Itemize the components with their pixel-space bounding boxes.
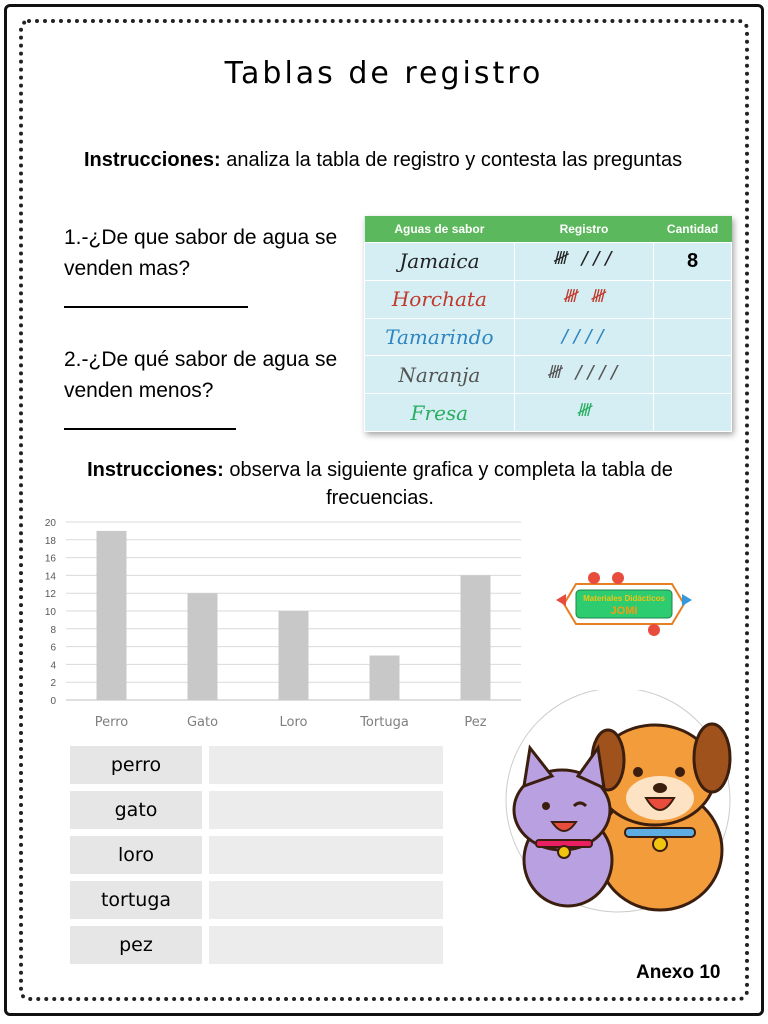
- logo-line2: JOMI: [610, 605, 638, 617]
- record-tally: 𝍸 ////: [514, 356, 653, 394]
- instructions-1: [84, 146, 684, 174]
- record-row: [365, 356, 732, 394]
- record-tally: 𝍸 ///: [514, 243, 653, 281]
- y-tick-label: 14: [44, 571, 56, 583]
- record-row: [365, 394, 732, 432]
- x-tick-label: Gato: [186, 715, 219, 730]
- y-tick-label: 0: [50, 696, 56, 707]
- y-tick-label: 8: [50, 624, 56, 636]
- bar-gato: [188, 593, 218, 700]
- y-tick-label: 2: [50, 678, 56, 690]
- bar-loro: [279, 611, 309, 700]
- y-tick-label: 12: [44, 589, 56, 601]
- frequency-label: tortuga: [70, 881, 202, 919]
- frequency-label: gato: [70, 791, 202, 829]
- y-tick-label: 18: [44, 535, 56, 547]
- record-tally: 𝍸: [514, 394, 653, 432]
- instructions-1-text: analiza la tabla de registro y contesta las preguntas: [220, 149, 683, 171]
- record-flavor: Naranja: [365, 356, 515, 394]
- record-table: [364, 216, 732, 432]
- y-tick-label: 6: [50, 642, 56, 654]
- record-flavor: Jamaica: [365, 243, 515, 281]
- x-tick-label: Perro: [94, 715, 129, 730]
- question-1: [64, 222, 354, 317]
- question-2: [64, 344, 354, 439]
- y-tick-label: 4: [50, 660, 56, 672]
- record-qty[interactable]: [654, 280, 732, 318]
- instructions-2-label: Instrucciones:: [87, 459, 224, 481]
- logo-line1: Materiales Didácticos: [583, 594, 665, 603]
- instructions-1-label: Instrucciones:: [84, 149, 221, 171]
- frequency-label: perro: [70, 746, 202, 784]
- y-tick-label: 20: [44, 518, 56, 529]
- record-tally: ////: [514, 318, 653, 356]
- y-tick-label: 16: [44, 553, 56, 565]
- header-qty: Cantidad: [654, 216, 732, 243]
- frequency-value-cell[interactable]: [209, 836, 443, 874]
- record-qty[interactable]: [654, 356, 732, 394]
- instructions-2: [60, 456, 700, 512]
- frequency-value-cell[interactable]: [209, 926, 443, 964]
- record-qty[interactable]: [654, 318, 732, 356]
- record-row: [365, 280, 732, 318]
- page-title: Tablas de registro: [224, 56, 544, 91]
- cat-dog-illustration: [500, 690, 740, 920]
- header-flavor: Aguas de sabor: [365, 216, 515, 243]
- x-tick-label: Loro: [279, 715, 308, 730]
- x-tick-label: Tortuga: [360, 715, 409, 730]
- header-tally: Registro: [514, 216, 653, 243]
- bar-chart: [34, 512, 524, 736]
- y-tick-label: 10: [44, 607, 56, 618]
- record-flavor: Horchata: [365, 280, 515, 318]
- record-flavor: Tamarindo: [365, 318, 515, 356]
- materiales-logo: [556, 570, 692, 638]
- frequency-value-cell[interactable]: [209, 746, 443, 784]
- annex-label: Anexo 10: [636, 962, 721, 983]
- bar-tortuga: [370, 656, 400, 701]
- frequency-label: pez: [70, 926, 202, 964]
- x-tick-label: Pez: [464, 715, 487, 730]
- record-qty[interactable]: [654, 394, 732, 432]
- answer-blank-1[interactable]: [64, 284, 248, 308]
- record-flavor: Fresa: [365, 394, 515, 432]
- record-tally: 𝍸 𝍸: [514, 280, 653, 318]
- bar-pez: [461, 575, 491, 700]
- frequency-label: loro: [70, 836, 202, 874]
- record-qty[interactable]: 8: [654, 243, 732, 281]
- frequency-value-cell[interactable]: [209, 881, 443, 919]
- bar-perro: [97, 531, 127, 700]
- instructions-2-text: observa la siguiente grafica y completa la tabla de frecuencias.: [223, 459, 673, 509]
- answer-blank-2[interactable]: [64, 406, 236, 430]
- question-1-text: 1.-¿De que sabor de agua se venden mas?: [64, 226, 338, 280]
- question-2-text: 2.-¿De qué sabor de agua se venden menos?: [64, 348, 338, 402]
- record-table-header: [365, 216, 732, 243]
- frequency-value-cell[interactable]: [209, 791, 443, 829]
- record-row: [365, 318, 732, 356]
- record-row: [365, 243, 732, 281]
